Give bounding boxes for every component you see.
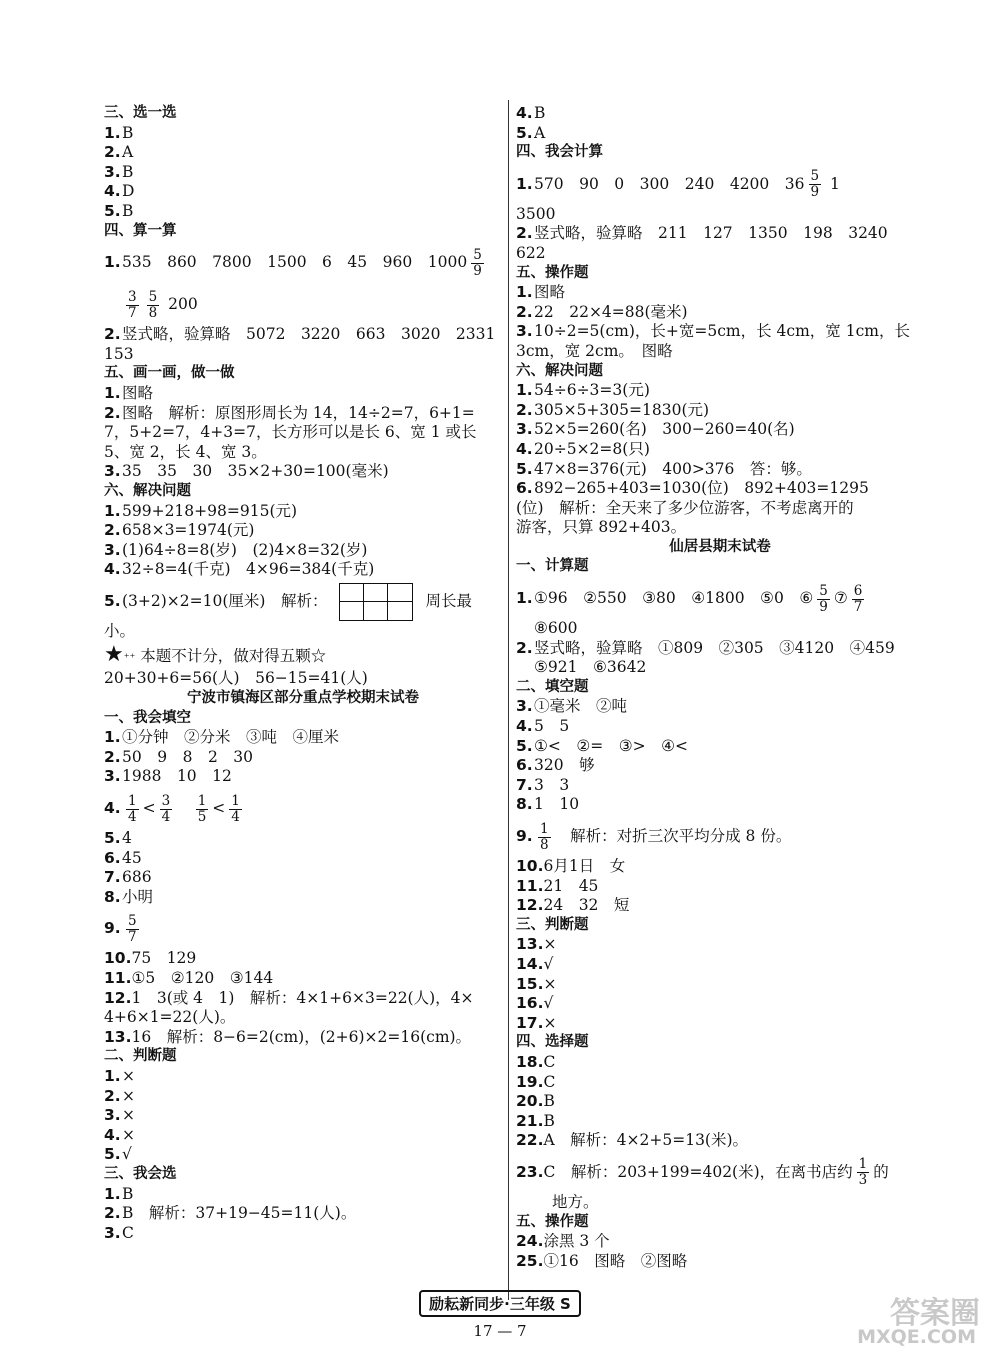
answer-line: 3cm，宽 2cm。 图略 bbox=[516, 341, 673, 360]
answer-line: 1.①96 ②550 ③80 ④1800 ⑤0 ⑥ $\frac{5}{9}$ ⑦ $\frac{6}{7}$ bbox=[516, 582, 863, 615]
section-heading: 四、算一算 bbox=[104, 222, 177, 239]
answer-line: 地方。 bbox=[552, 1192, 599, 1211]
bonus-line: ★⁺⁺ 本题不计分，做对得五颗☆ bbox=[104, 642, 327, 668]
fraction: $\frac{3}{7}$ bbox=[128, 288, 137, 321]
watermark-url: MXQE.COM bbox=[857, 1326, 976, 1348]
section-heading: 五、画一画，做一做 bbox=[104, 365, 235, 382]
answer-line: 4.5 5 bbox=[516, 717, 570, 736]
answer-line: 4.× bbox=[104, 1125, 135, 1144]
answer-line: 1.54÷6÷3=3(元) bbox=[516, 381, 650, 400]
answer-line: 3500 bbox=[516, 204, 556, 223]
answer-line: 22.A 解析：4×2+5=13(米)。 bbox=[516, 1131, 749, 1150]
answer-line: 20+30+6=56(人) 56−15=41(人) bbox=[104, 669, 368, 688]
section-heading: 五、操作题 bbox=[516, 1213, 589, 1230]
answer-line: 3.52×5=260(名) 300−260=40(名) bbox=[516, 420, 795, 439]
watermark-logo: 答案圈 bbox=[890, 1296, 980, 1331]
section-heading: 五、操作题 bbox=[516, 264, 589, 281]
answer-line: 7.686 bbox=[104, 868, 152, 887]
section-heading: 三、判断题 bbox=[516, 916, 589, 933]
answer-line: 19.C bbox=[516, 1072, 556, 1091]
answer-line: 4.D bbox=[104, 182, 135, 201]
answer-line: 4.32÷8=4(千克) 4×96=384(千克) bbox=[104, 560, 375, 579]
section-heading: 六、解决问题 bbox=[516, 362, 603, 379]
answer-line: 2.竖式略，验算略 ①809 ②305 ③4120 ④459 bbox=[516, 638, 895, 657]
answer-line: 7.3 3 bbox=[516, 775, 570, 794]
answer-line: 2.658×3=1974(元) bbox=[104, 521, 255, 540]
fraction: $\frac{5}{8}$ bbox=[148, 288, 158, 321]
answer-line: 2.B 解析：37+19−45=11(人)。 bbox=[104, 1204, 357, 1223]
answer-line: 8.1 10 bbox=[516, 795, 580, 814]
answer-line: 2.图略 解析：原图形周长为 14，14÷2=7，6+1= bbox=[104, 403, 475, 422]
answer-line: 2.A bbox=[104, 143, 134, 162]
answer-line: 4.B bbox=[516, 104, 546, 122]
answer-line: 5.①< ②= ③> ④< bbox=[516, 736, 689, 755]
answer-line: 5.√ bbox=[104, 1145, 132, 1164]
section-heading: 一、我会填空 bbox=[104, 709, 191, 726]
answer-line: 9. $\frac{5}{7}$ bbox=[104, 912, 137, 945]
section-heading: 六、解决问题 bbox=[104, 482, 191, 499]
section-heading: 三、我会选 bbox=[104, 1165, 177, 1182]
answer-line: 5.A bbox=[516, 123, 546, 142]
page-number: 17 — 7 bbox=[473, 1322, 527, 1340]
answer-line: 1.B bbox=[104, 1184, 134, 1203]
answer-line: 3.C bbox=[104, 1223, 134, 1242]
answer-line: 12.1 3(或 4 1) 解析：4×1+6×3=22(人)，4× bbox=[104, 988, 474, 1007]
answer-line: 1.图略 bbox=[516, 283, 566, 302]
answer-line: 25.①16 图略 ②图略 bbox=[516, 1251, 688, 1270]
answer-line: 17.× bbox=[516, 1013, 557, 1032]
answer-line: 5.(3+2)×2=10(厘米) 解析： 周长最 bbox=[104, 580, 502, 622]
answer-line: 小。 bbox=[104, 621, 136, 640]
answer-line: 1.①分钟 ②分米 ③吨 ④厘米 bbox=[104, 728, 340, 747]
answer-line: 5、宽 2，长 4、宽 3。 bbox=[104, 442, 267, 461]
answer-line: ⑧600 bbox=[534, 619, 578, 638]
answer-line: 23.C 解析：203+199=402(米)，在离书店约 $\frac{1}{3}$ 的 bbox=[516, 1156, 889, 1189]
answer-line: 3.10÷2=5(cm)，长+宽=5cm，长 4cm，宽 1cm，长 bbox=[516, 322, 910, 341]
exam-title: 宁波市镇海区部分重点学校期末试卷 bbox=[187, 690, 419, 707]
section-heading: 四、我会计算 bbox=[516, 144, 603, 161]
answer-line: 2.竖式略，验算略 211 127 1350 198 3240 bbox=[516, 224, 888, 243]
answer-line: 11.①5 ②120 ③144 bbox=[104, 969, 274, 987]
right-column bbox=[516, 104, 924, 1271]
answer-line: 9. $\frac{1}{8}$ 解析：对折三次平均分成 8 份。 bbox=[516, 820, 792, 853]
answer-line: 11.21 45 bbox=[516, 876, 599, 895]
answer-line: 4+6×1=22(人)。 bbox=[104, 1008, 236, 1027]
answer-line: 5.4 bbox=[104, 829, 132, 848]
answer-line: 游客，只算 892+403。 bbox=[516, 518, 687, 537]
grid-figure bbox=[339, 583, 413, 621]
answer-line: 1.B bbox=[104, 123, 134, 142]
answer-line: 5.B bbox=[104, 201, 134, 220]
answer-line: 1.570 90 0 300 240 4200 36 $\frac{5}{9}$ 1 bbox=[516, 168, 840, 201]
section-heading: 三、选一选 bbox=[104, 105, 177, 121]
section-heading: 四、选择题 bbox=[516, 1034, 589, 1051]
fraction: $\frac{5}{9}$ bbox=[473, 246, 482, 279]
answer-line: 10.6月1日 女 bbox=[516, 857, 626, 875]
answer-line: 14.√ bbox=[516, 954, 554, 973]
answer-line: 24.涂黑 3 个 bbox=[516, 1232, 610, 1251]
answer-line: 8.小明 bbox=[104, 887, 154, 906]
section-heading: 二、判断题 bbox=[104, 1048, 177, 1065]
answer-line: 13.× bbox=[516, 935, 557, 954]
answer-line: 4.20÷5×2=8(只) bbox=[516, 439, 650, 458]
answer-line: 2.× bbox=[104, 1086, 135, 1105]
section-heading: 一、计算题 bbox=[516, 558, 589, 575]
answer-line: 3.①毫米 ②吨 bbox=[516, 697, 628, 716]
answer-line: 15.× bbox=[516, 974, 557, 993]
answer-line: 1.599+218+98=915(元) bbox=[104, 501, 298, 520]
answer-line: 21.B bbox=[516, 1111, 555, 1130]
answer-line: 2.50 9 8 2 30 bbox=[104, 747, 254, 766]
exam-title: 仙居县期末试卷 bbox=[669, 538, 771, 555]
star-icon: ★ bbox=[104, 642, 124, 668]
answer-line: 1.× bbox=[104, 1066, 135, 1085]
answer-line: 153 bbox=[104, 344, 134, 363]
answer-line: 13.16 解析：8−6=2(cm)，(2+6)×2=16(cm)。 bbox=[104, 1027, 472, 1046]
answer-line: (位) 解析：全天来了多少位游客，不考虑离开的 bbox=[516, 498, 854, 517]
answer-line: 3.1988 10 12 bbox=[104, 767, 232, 786]
section-heading: 二、填空题 bbox=[516, 678, 589, 695]
answer-line: $\frac{3}{7}$ $\frac{5}{8}$ 200 bbox=[128, 288, 198, 321]
answer-line: 3.B bbox=[104, 162, 134, 181]
answer-line: 18.C bbox=[516, 1052, 556, 1071]
answer-line: 622 bbox=[516, 243, 546, 262]
answer-line: 10.75 129 bbox=[104, 949, 197, 968]
left-column bbox=[104, 104, 502, 1243]
answer-line: 12.24 32 短 bbox=[516, 896, 630, 915]
answer-line: 2.305×5+305=1830(元) bbox=[516, 400, 710, 419]
answer-line: 7，5+2=7，4+3=7，长方形可以是长 6、宽 1 或长 bbox=[104, 423, 477, 442]
footer-brand: 励耘新同步·三年级 S bbox=[0, 1290, 1000, 1317]
answer-line: 2.22 22×4=88(毫米) bbox=[516, 302, 688, 321]
answer-line: 16.√ bbox=[516, 994, 554, 1013]
answer-line: 1.图略 bbox=[104, 383, 154, 402]
answer-line: 3.(1)64÷8=8(岁) (2)4×8=32(岁) bbox=[104, 540, 368, 559]
answer-line: 20.B bbox=[516, 1092, 555, 1111]
answer-line: ⑤921 ⑥3642 bbox=[534, 658, 647, 677]
answer-line: 3.× bbox=[104, 1106, 135, 1125]
answer-line: 5.47×8=376(元) 400>376 答：够。 bbox=[516, 459, 812, 478]
answer-line: 6.45 bbox=[104, 848, 142, 867]
answer-line: 4. $\frac{1}{4}$ < $\frac{3}{4}$ $\frac{1}{5}$ < $\frac{1}{4}$ bbox=[104, 792, 240, 825]
answer-line: 1.535 860 7800 1500 6 45 960 1000 $\frac{5}{9}$ bbox=[104, 246, 482, 279]
answer-line: 3.35 35 30 35×2+30=100(毫米) bbox=[104, 462, 389, 481]
answer-line: 6.892−265+403=1030(位) 892+403=1295 bbox=[516, 479, 869, 498]
answer-line: 6.320 够 bbox=[516, 756, 595, 775]
column-divider bbox=[508, 100, 509, 1300]
answer-line: 2.竖式略，验算略 5072 3220 663 3020 2331 bbox=[104, 325, 496, 344]
